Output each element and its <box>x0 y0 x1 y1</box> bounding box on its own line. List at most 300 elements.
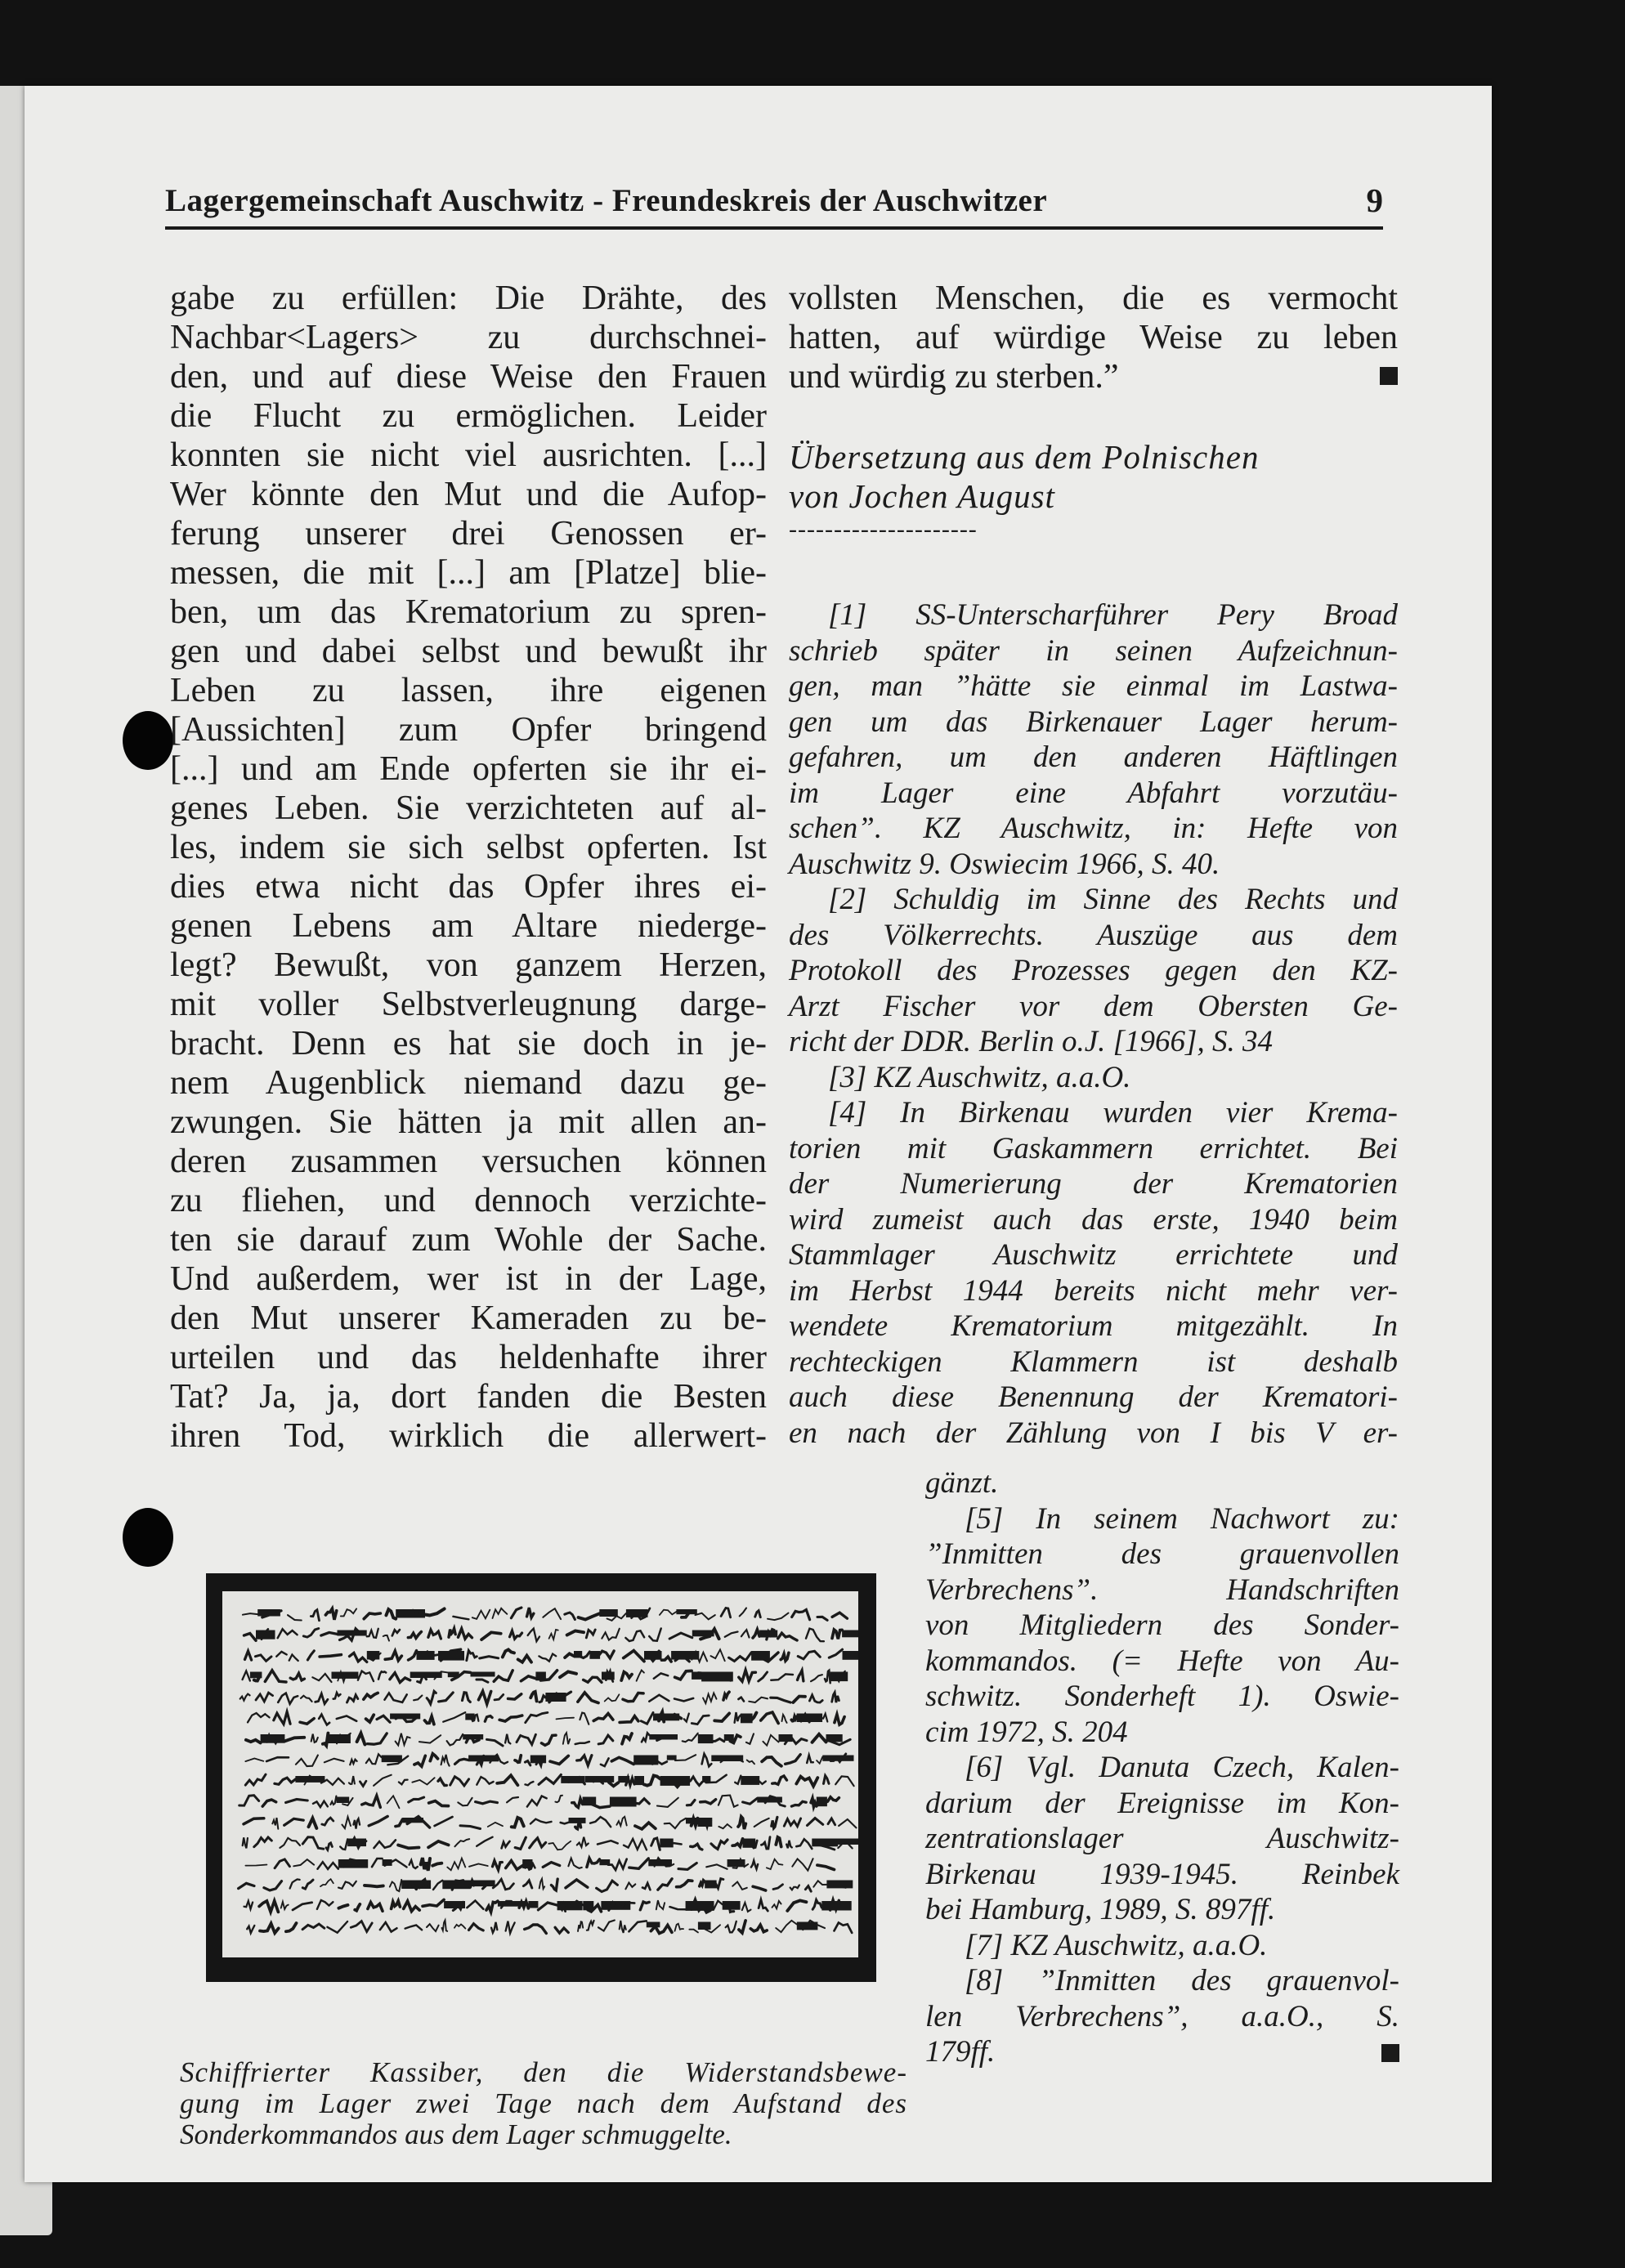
cipher-scribble-stroke <box>442 1921 448 1931</box>
cipher-scribble-stroke <box>692 1818 698 1826</box>
cipher-scribble-stroke <box>550 1756 568 1764</box>
cipher-scribble-stroke <box>293 1903 312 1910</box>
cipher-scribble-stroke <box>781 1653 789 1661</box>
cipher-scribble-stroke <box>830 1900 839 1910</box>
cipher-scribble-stroke <box>689 1930 698 1933</box>
body-line: Leben zu lassen, ihre eigenen <box>170 672 767 709</box>
cipher-scribble-stroke <box>732 1839 742 1847</box>
cipher-scribble-stroke <box>512 1818 524 1827</box>
cipher-scribble-stroke <box>792 1610 810 1620</box>
cipher-scribble-stroke <box>472 1610 490 1619</box>
footnote-line: bei Hamburg, 1989, S. 897ff. <box>925 1893 1276 1926</box>
cipher-scribble-stroke <box>364 1613 380 1619</box>
cipher-scribble-stroke <box>796 1839 812 1849</box>
footnote-line: Stammlager Auschwitz errichtete und <box>789 1238 1398 1272</box>
cipher-scribble-stroke <box>735 1776 741 1784</box>
cipher-scribble-stroke <box>740 1608 746 1617</box>
left-column-text <box>170 279 767 1456</box>
cipher-scribble-stroke <box>605 1694 620 1701</box>
cipher-scribble-stroke <box>278 1629 298 1638</box>
cipher-scribble-stroke <box>311 1734 318 1742</box>
cipher-ink-blot <box>336 1797 349 1804</box>
cipher-scribble-stroke <box>829 1649 842 1657</box>
footnote-line: gen um das Birkenauer Lager herum- <box>789 705 1398 739</box>
cipher-scribble-stroke <box>272 1818 278 1829</box>
cipher-scribble-stroke <box>414 1696 422 1701</box>
cipher-scribble-stroke <box>435 1817 453 1826</box>
cipher-scribble-stroke <box>824 1776 830 1784</box>
footnote-line: Verbrechens”. Handschriften <box>925 1572 1399 1607</box>
cipher-scribble-stroke <box>739 1921 745 1933</box>
cipher-scribble-stroke <box>302 1837 324 1849</box>
body-line: ten sie darauf zum Wohle der Sache. <box>170 1221 767 1259</box>
cipher-scribble-stroke <box>778 1633 797 1640</box>
cipher-scribble-stroke <box>362 1796 381 1807</box>
cipher-scribble-stroke <box>265 1671 286 1682</box>
cipher-scribble-stroke <box>787 1900 806 1911</box>
cipher-scribble-stroke <box>660 1610 677 1615</box>
document-page <box>25 86 1492 2182</box>
cipher-scribble-stroke <box>572 1799 583 1808</box>
cipher-scribble-stroke <box>488 1823 503 1827</box>
footnote-line-last <box>925 2034 1399 2070</box>
cipher-scribble-stroke <box>499 1716 522 1721</box>
cipher-scribble-stroke <box>480 1657 499 1658</box>
cipher-scribble-stroke <box>793 1697 805 1703</box>
cipher-scribble-stroke <box>543 1608 561 1619</box>
cipher-scribble-stroke <box>629 1859 649 1868</box>
cipher-ink-blot <box>724 1734 734 1741</box>
cipher-scribble-stroke <box>658 1879 672 1890</box>
body-line-last <box>789 357 1398 396</box>
cipher-scribble-stroke <box>675 1755 696 1760</box>
body-line: Nachbar<Lagers> zu durchschnei- <box>170 319 767 356</box>
body-line: bracht. Denn es hat sie doch in je- <box>170 1025 767 1062</box>
cipher-scribble-stroke <box>392 1630 400 1635</box>
footnote-line: schwitz. Sonderheft 1). Oswie- <box>925 1680 1399 1713</box>
cipher-ink-blot <box>569 1818 586 1823</box>
cipher-scribble-stroke <box>515 1837 526 1849</box>
cipher-scribble-stroke <box>813 1881 826 1887</box>
cipher-scribble-stroke <box>762 1757 781 1766</box>
cipher-scribble-stroke <box>497 1775 517 1785</box>
footnote-line: kommandos. (= Hefte von Au- <box>925 1644 1399 1678</box>
end-of-article-mark <box>1380 367 1398 385</box>
cipher-scribble-stroke <box>551 1879 557 1890</box>
cipher-scribble-stroke <box>316 1693 328 1703</box>
cipher-scribble-stroke <box>798 1651 820 1659</box>
cipher-scribble-stroke <box>290 1879 300 1888</box>
cipher-scribble-stroke <box>530 1692 536 1702</box>
cipher-scribble-stroke <box>538 1903 557 1910</box>
cipher-scribble-stroke <box>683 1733 698 1742</box>
cipher-scribble-stroke <box>302 1924 325 1930</box>
cipher-scribble-stroke <box>644 1776 660 1786</box>
cipher-scribble-stroke <box>425 1716 434 1724</box>
cipher-scribble-stroke <box>438 1778 446 1785</box>
cipher-scribble-stroke <box>317 1900 334 1909</box>
cipher-scribble-stroke <box>753 1886 766 1890</box>
cipher-scribble-stroke <box>678 1863 696 1870</box>
cipher-scribble-stroke <box>307 1651 314 1660</box>
cipher-scribble-stroke <box>454 1925 466 1929</box>
cipher-scribble-stroke <box>428 1841 449 1848</box>
cipher-ink-blot <box>812 1839 838 1847</box>
cipher-scribble-stroke <box>372 1859 383 1867</box>
cipher-scribble-stroke <box>598 1841 618 1844</box>
cipher-scribble-stroke <box>477 1680 488 1682</box>
punch-hole-top <box>123 711 173 770</box>
body-line: die Flucht zu ermöglichen. Leider <box>170 397 767 435</box>
footnote-line: schrieb später in seinen Aufzeichnun- <box>789 633 1398 668</box>
footnote-line: cim 1972, S. 204 <box>925 1715 1128 1749</box>
cipher-scribble-stroke <box>312 1674 331 1682</box>
cipher-scribble-stroke <box>602 1629 620 1640</box>
footnote-line: [1] SS-Unterscharführer Pery Broad <box>828 598 1398 632</box>
cipher-scribble-stroke <box>243 1671 250 1681</box>
cipher-scribble-stroke <box>369 1816 387 1825</box>
body-line: Wer könnte den Mut und die Aufop- <box>170 476 767 513</box>
cipher-scribble-stroke <box>386 1609 396 1619</box>
cipher-scribble-stroke <box>526 1712 548 1722</box>
cipher-scribble-stroke <box>245 1651 252 1660</box>
cipher-scribble-stroke <box>539 1654 556 1662</box>
cipher-scribble-stroke <box>340 1839 347 1850</box>
body-line: Tat? Ja, ja, dort fanden die Besten <box>170 1378 767 1416</box>
cipher-scribble-stroke <box>399 1780 408 1785</box>
cipher-scribble-stroke <box>245 1774 266 1785</box>
cipher-scribble-stroke <box>337 1716 356 1721</box>
footnote-line: [2] Schuldig im Sinne des Rechts und <box>828 883 1398 916</box>
cipher-scribble-stroke <box>812 1900 821 1910</box>
cipher-scribble-stroke <box>296 1756 318 1767</box>
cipher-scribble-stroke <box>692 1716 709 1724</box>
cipher-scribble-stroke <box>254 1837 272 1847</box>
cipher-scribble-stroke <box>622 1733 632 1744</box>
cipher-scribble-stroke <box>321 1632 338 1635</box>
cipher-scribble-stroke <box>832 1693 839 1702</box>
body-line-text: und würdig zu sterben.” <box>789 358 1119 396</box>
cipher-scribble-stroke <box>714 1713 729 1721</box>
cipher-scribble-stroke <box>578 1921 583 1931</box>
cipher-scribble-stroke <box>725 1632 738 1637</box>
cipher-scribble-stroke <box>721 1608 731 1617</box>
cipher-scribble-stroke <box>832 1630 842 1639</box>
cipher-scribble-stroke <box>621 1672 632 1680</box>
cipher-scribble-stroke <box>566 1880 588 1888</box>
cipher-scribble-stroke <box>469 1864 488 1867</box>
cipher-scribble-stroke <box>835 1715 844 1724</box>
cipher-scribble-stroke <box>835 1923 853 1933</box>
cipher-scribble-stroke <box>460 1826 481 1829</box>
cipher-scribble-stroke <box>374 1775 392 1786</box>
body-line: deren zusammen versuchen können <box>170 1143 767 1180</box>
cipher-scribble-stroke <box>280 1838 300 1848</box>
cipher-scribble-stroke <box>729 1653 752 1662</box>
cipher-scribble-stroke <box>700 1881 705 1886</box>
cipher-scribble-stroke <box>255 1655 271 1662</box>
cipher-scribble-stroke <box>743 1798 758 1804</box>
cipher-scribble-stroke <box>746 1733 754 1743</box>
cipher-scribble-stroke <box>290 1673 304 1680</box>
cipher-scribble-stroke <box>428 1630 441 1639</box>
cipher-scribble-stroke <box>555 1927 568 1933</box>
cipher-scribble-stroke <box>738 1698 744 1702</box>
cipher-scribble-stroke <box>577 1756 592 1765</box>
cipher-scribble-stroke <box>749 1698 768 1702</box>
cipher-scribble-stroke <box>447 1859 465 1871</box>
cipher-scribble-stroke <box>790 1886 799 1890</box>
cipher-scribble-stroke <box>366 1715 374 1722</box>
footnote-line: en nach der Zählung von I bis V er- <box>789 1416 1398 1450</box>
cipher-scribble-stroke <box>293 1859 314 1866</box>
cipher-scribble-stroke <box>427 1691 436 1703</box>
cipher-scribble-stroke <box>703 1693 717 1704</box>
cipher-scribble-stroke <box>792 1859 812 1871</box>
cipher-scribble-stroke <box>759 1672 768 1681</box>
cipher-scribble-stroke <box>385 1651 401 1661</box>
cipher-scribble-stroke <box>320 1879 334 1886</box>
cipher-scribble-stroke <box>525 1925 547 1934</box>
cipher-scribble-stroke <box>835 1776 853 1786</box>
cipher-scribble-stroke <box>809 1695 822 1702</box>
cipher-scribble-stroke <box>563 1733 570 1744</box>
cipher-scribble-stroke <box>341 1608 356 1616</box>
cipher-scribble-stroke <box>675 1671 692 1679</box>
cipher-scribble-stroke <box>808 1818 823 1826</box>
cipher-scribble-stroke <box>423 1608 445 1615</box>
cipher-scribble-stroke <box>817 1757 822 1764</box>
cipher-scribble-stroke <box>355 1904 360 1911</box>
cipher-scribble-stroke <box>387 1796 400 1808</box>
cipher-scribble-stroke <box>624 1651 644 1662</box>
cipher-scribble-stroke <box>256 1693 273 1702</box>
cipher-scribble-stroke <box>763 1735 778 1746</box>
cipher-scribble-stroke <box>450 1777 469 1786</box>
cipher-scribble-stroke <box>479 1691 491 1704</box>
cipher-scribble-stroke <box>567 1631 584 1635</box>
cipher-scribble-stroke <box>481 1632 501 1639</box>
footnote-line: Birkenau 1939-1945. Reinbek <box>925 1857 1399 1891</box>
cipher-scribble-stroke <box>691 1844 702 1850</box>
cipher-scribble-stroke <box>587 1921 594 1930</box>
cipher-scribble-stroke <box>319 1715 329 1725</box>
cipher-scribble-stroke <box>495 1694 504 1700</box>
cipher-scribble-stroke <box>696 1613 715 1620</box>
cipher-scribble-stroke <box>548 1841 571 1850</box>
footnote-line: Protokoll des Prozesses gegen den KZ- <box>789 954 1398 987</box>
cipher-scribble-stroke <box>784 1818 800 1827</box>
cipher-scribble-stroke <box>773 1885 783 1890</box>
cipher-scribble-stroke <box>262 1800 276 1806</box>
cipher-scribble-stroke <box>432 1863 441 1866</box>
cipher-scribble-stroke <box>839 1819 856 1827</box>
cipher-scribble-stroke <box>398 1845 419 1849</box>
body-line: les, indem sie sich selbst opferten. Ist <box>170 829 767 866</box>
cipher-scribble-stroke <box>281 1902 289 1909</box>
cipher-scribble-stroke <box>244 1818 264 1824</box>
cipher-scribble-stroke <box>240 1694 250 1701</box>
cipher-scribble-stroke <box>539 1696 545 1702</box>
body-line: vollsten Menschen, die es vermocht <box>789 280 1398 317</box>
cipher-scribble-stroke <box>832 1613 847 1618</box>
cipher-scribble-stroke <box>755 1611 761 1617</box>
cipher-scribble-stroke <box>494 1671 513 1682</box>
body-line: den Mut unserer Kameraden zu be- <box>170 1300 767 1337</box>
cipher-scribble-stroke <box>530 1819 552 1824</box>
cipher-scribble-stroke <box>723 1692 729 1700</box>
cipher-scribble-stroke <box>665 1818 686 1828</box>
cipher-scribble-stroke <box>811 1675 822 1681</box>
cipher-scribble-stroke <box>530 1838 546 1848</box>
cipher-scribble-stroke <box>568 1859 581 1868</box>
cipher-scribble-stroke <box>278 1693 298 1704</box>
figure-caption <box>180 2057 907 2150</box>
cipher-scribble-stroke <box>353 1818 360 1828</box>
footnote-line: [4] In Birkenau wurden vier Krema- <box>828 1096 1398 1130</box>
cipher-scribble-stroke <box>812 1734 826 1742</box>
cipher-ink-blot <box>599 1609 618 1617</box>
cipher-scribble-stroke <box>656 1900 665 1909</box>
cipher-scribble-stroke <box>711 1649 725 1661</box>
cipher-scribble-stroke <box>575 1742 589 1744</box>
cipher-scribble-stroke <box>669 1907 685 1909</box>
cipher-scribble-stroke <box>817 1617 827 1620</box>
cipher-scribble-stroke <box>726 1921 736 1933</box>
body-line: zwungen. Sie hätten ja mit allen an- <box>170 1103 767 1141</box>
cipher-scribble-stroke <box>396 1733 410 1746</box>
cipher-ink-blot <box>465 1714 474 1720</box>
cipher-scribble-stroke <box>714 1901 723 1910</box>
cipher-message-image <box>222 1591 858 1957</box>
cipher-scribble-stroke <box>654 1673 668 1678</box>
footnote-line: darium der Ereignisse im Kon- <box>925 1786 1399 1820</box>
cipher-scribble-stroke <box>521 1676 535 1681</box>
page-number: 9 <box>1366 181 1383 219</box>
caption-line: Sonderkommandos aus dem Lager schmuggelte. <box>180 2118 732 2150</box>
cipher-scribble-stroke <box>396 1819 403 1827</box>
cipher-scribble-stroke <box>502 1841 510 1849</box>
cipher-scribble-stroke <box>377 1716 390 1722</box>
cipher-scribble-stroke <box>289 1655 298 1662</box>
cipher-scribble-stroke <box>807 1756 813 1764</box>
body-line: den, und auf diese Weise den Frauen <box>170 358 767 396</box>
cipher-scribble-stroke <box>701 1800 716 1804</box>
cipher-scribble-stroke <box>732 1882 747 1890</box>
body-line: nem Augenblick niemand dazu ge- <box>170 1064 767 1102</box>
cipher-scribble-stroke <box>351 1921 372 1932</box>
cipher-ink-blot <box>667 1756 677 1760</box>
cipher-scribble-drawing <box>222 1591 858 1957</box>
cipher-scribble-stroke <box>590 1817 611 1827</box>
cipher-scribble-stroke <box>651 1838 660 1850</box>
right-column-text <box>789 279 1398 542</box>
cipher-scribble-stroke <box>515 1756 521 1763</box>
cipher-scribble-stroke <box>266 1757 289 1761</box>
cipher-ink-blot <box>295 1776 325 1783</box>
footnotes-upper <box>789 597 1398 1451</box>
punch-hole-bottom <box>123 1508 173 1567</box>
footnote-line: zentrationslager Auschwitz- <box>925 1822 1399 1855</box>
body-line: dies etwa nicht das Opfer ihres ei- <box>170 868 767 906</box>
cipher-scribble-stroke <box>598 1651 614 1658</box>
cipher-scribble-stroke <box>276 1652 287 1657</box>
cipher-scribble-stroke <box>587 1859 600 1868</box>
cipher-scribble-stroke <box>565 1613 575 1620</box>
cipher-scribble-stroke <box>772 1901 781 1908</box>
cipher-scribble-stroke <box>409 1797 424 1802</box>
cipher-scribble-stroke <box>300 1719 314 1724</box>
body-line: [Aussichten] zum Opfer bringend <box>170 711 767 749</box>
footnote-line: [7] KZ Auschwitz, a.a.O. <box>965 1928 1268 1962</box>
cipher-scribble-stroke <box>528 1629 539 1642</box>
caption-line: Schiffrierter Kassiber, den die Widerstandsbewe- <box>180 2056 907 2088</box>
cipher-scribble-stroke <box>505 1734 510 1744</box>
cipher-scribble-stroke <box>549 1630 558 1639</box>
cipher-scribble-stroke <box>477 1777 493 1785</box>
cipher-scribble-stroke <box>358 1671 374 1681</box>
cipher-scribble-stroke <box>244 1901 253 1909</box>
cipher-ink-blot <box>842 1631 858 1638</box>
cipher-scribble-stroke <box>675 1924 684 1931</box>
cipher-scribble-stroke <box>447 1734 463 1746</box>
cipher-scribble-stroke <box>761 1712 779 1724</box>
body-line: Und außerdem, wer ist in der Lage, <box>170 1260 767 1298</box>
cipher-scribble-stroke <box>811 1799 817 1806</box>
cipher-scribble-stroke <box>326 1843 332 1850</box>
footnote-line: torien mit Gaskammern errichtet. Bei <box>789 1131 1398 1165</box>
cipher-scribble-stroke <box>409 1651 417 1660</box>
cipher-scribble-stroke <box>642 1883 650 1890</box>
footnote-line: im Lager eine Abfahrt vorzutäu- <box>789 776 1398 810</box>
cipher-scribble-stroke <box>669 1633 692 1639</box>
cipher-ink-blot <box>528 1901 538 1908</box>
cipher-scribble-stroke <box>702 1754 712 1766</box>
cipher-scribble-stroke <box>785 1736 807 1744</box>
cipher-scribble-stroke <box>506 1921 515 1934</box>
body-line: legt? Bewußt, von ganzem Herzen, <box>170 946 767 984</box>
footnote-line: Auschwitz 9. Oswiecim 1966, S. 40. <box>789 847 1220 881</box>
cipher-scribble-stroke <box>511 1608 522 1618</box>
cipher-scribble-stroke <box>244 1634 257 1641</box>
cipher-scribble-stroke <box>625 1883 635 1890</box>
translation-credit-line: von Jochen August <box>789 477 1055 515</box>
cipher-scribble-stroke <box>541 1735 556 1745</box>
cipher-scribble-stroke <box>624 1839 647 1850</box>
body-line: ben, um das Krematorium zu spren- <box>170 593 767 631</box>
cipher-scribble-stroke <box>637 1671 644 1681</box>
cipher-scribble-stroke <box>247 1926 254 1933</box>
cipher-scribble-stroke <box>380 1922 397 1932</box>
cipher-scribble-stroke <box>243 1613 257 1615</box>
body-line: [...] und am Ende opferten sie ihr ei- <box>170 750 767 788</box>
cipher-scribble-stroke <box>239 1883 254 1888</box>
cipher-scribble-stroke <box>412 1778 434 1784</box>
cipher-scribble-stroke <box>620 1921 626 1933</box>
cipher-scribble-stroke <box>453 1617 468 1620</box>
body-line: genen Lebens am Altare niederge- <box>170 907 767 945</box>
cipher-scribble-stroke <box>433 1881 442 1890</box>
footnote-line: richt der DDR. Berlin o.J. [1966], S. 34 <box>789 1025 1273 1058</box>
cipher-scribble-stroke <box>786 1841 792 1849</box>
cipher-scribble-stroke <box>313 1801 328 1807</box>
cipher-scribble-stroke <box>761 1837 770 1850</box>
cipher-scribble-stroke <box>288 1615 302 1620</box>
cipher-scribble-stroke <box>311 1610 319 1621</box>
cipher-scribble-stroke <box>459 1629 472 1639</box>
cipher-scribble-stroke <box>597 1881 618 1891</box>
cipher-scribble-stroke <box>350 1760 356 1765</box>
